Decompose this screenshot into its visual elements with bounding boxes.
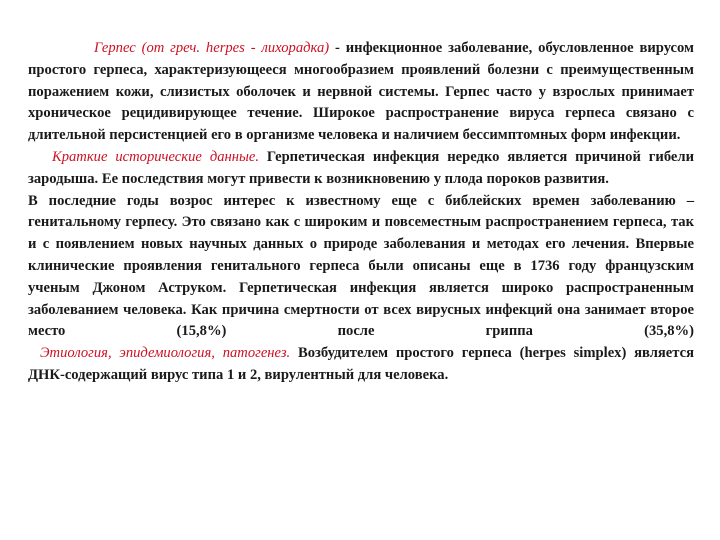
paragraph-history <box>28 147 694 191</box>
term-herpes-lead: Герпес (от греч. herpes - лихорадка) <box>94 40 330 56</box>
paragraph-genital-herpes <box>28 191 694 344</box>
paragraph-text: Герпетическая инфекция нередко является причиной гибели зародыша. Ее последствия могут привести к возникновению у плода пороков развития. <box>28 148 694 187</box>
paragraph-text: - инфекционное заболевание, обусловленное вирусом простого герпеса, характеризующееся многообразием проявлений болезни с преимущественным поражением кожи, слизистых оболочек и нервной системы. Герпес часто у взрослых принимает хроническое рецидивирующее течение. Широкое распространение вируса герпеса связано с длительной персистенцией его в организме человека и наличием бессимптомных форм инфекции. <box>28 40 694 144</box>
heading-history: Краткие исторические данные. <box>52 148 259 165</box>
paragraph-etiology <box>28 343 694 387</box>
paragraph-text: В последние годы возрос интерес к известному еще с библейских времен заболеванию – генитальному герпесу. Это связано как с широким и повсеместным распространением герпеса, так и с появлением новых научных данных о природе заболевания и методах его лечения. Впервые клинические проявления генитального герпеса были описаны еще в 1736 году французским ученым Джоном Аструком. Герпетическая инфекция является широко распространенным заболеванием человека. Как причина смертности от всех вирусных инфекций она занимает второе место (15,8%) после гриппа (35,8%) <box>28 192 694 340</box>
heading-etiology: Этиология, эпидемиология, патогенез. <box>40 345 291 362</box>
document-body <box>28 38 694 387</box>
paragraph-text: Возбудителем простого герпеса (herpes simplex) является ДНК-содержащий вирус типа 1 и 2, вирулентный для человека. <box>28 345 694 383</box>
paragraph-definition <box>28 38 694 147</box>
